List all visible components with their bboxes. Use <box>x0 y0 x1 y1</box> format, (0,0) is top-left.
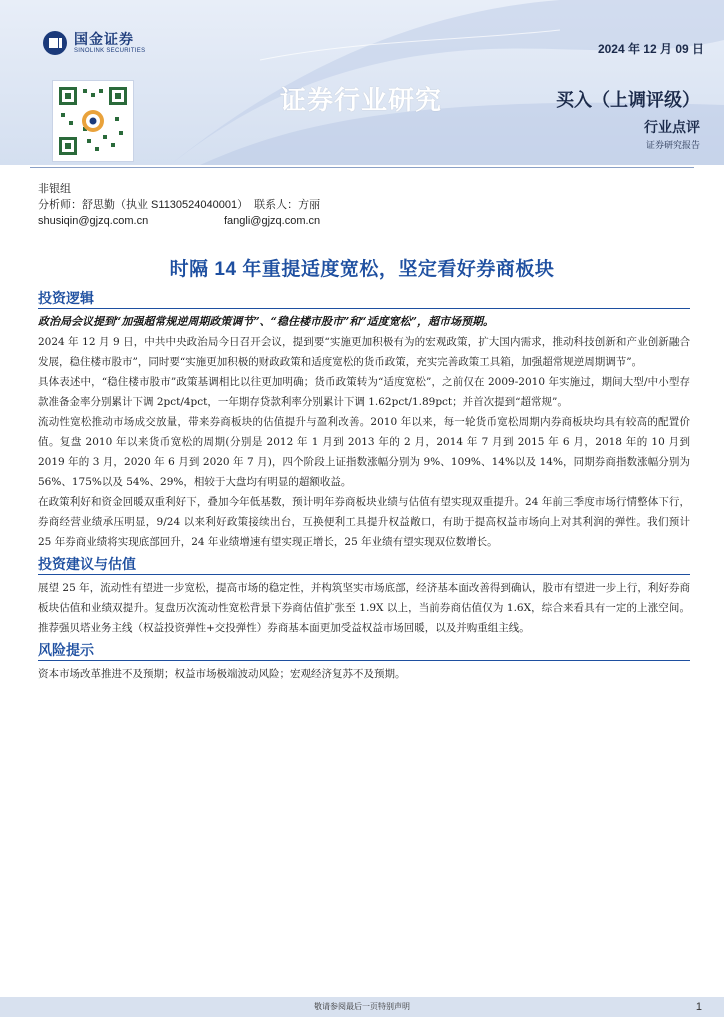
risk-paragraph: 资本市场改革推进不及预期；权益市场极端波动风险；宏观经济复苏不及预期。 <box>38 668 406 680</box>
analyst-email[interactable]: shusiqin@gjzq.com.cn <box>38 215 149 227</box>
rating-label: 买入（上调评级） <box>556 90 700 110</box>
logic-paragraph-3: 流动性宽松推动市场成交放量，带来券商板块的估值提升与盈利改善。2010 年以来，每一轮货币宽松周期内券商板块均具有较高的配置价值。复盘 2010 年以来货币宽松的周期(分别是 2012 年 1 月到 2013 年的 2 月，2014 年 7 月到 2015 年 6 月，2018 年的 10 月到 2019 年的 3 月，2020 年 6 月到 2020 年 7 月)，四个阶段上证指数涨幅分别为 9%、109%、14%以及 14%，同期券商指数涨幅分别为 56%、175%以及 54%、29%，相较于大盘均有明显的超额收益。 <box>38 416 690 488</box>
section-heading-risk: 风险提示 <box>38 640 690 661</box>
logo-en-text: SINOLINK SECURITIES <box>74 48 146 54</box>
logic-paragraph-4: 在政策利好和资金回暖双重利好下，叠加今年低基数，预计明年券商板块业绩与估值有望实现双重提升。24 年前三季度市场行情整体下行，券商经营业绩承压明显，9/24 以来利好政策接续出台，互换便利工具提升权益敞口，有助于提高权益市场向上对其利润的弹性。我们预计 25 年券商业绩将实现底部回升，24 年业绩增速有望实现正增长，25 年业绩有望实现双位数增长。 <box>38 496 690 548</box>
team-group: 非银组 <box>38 183 71 195</box>
document-type: 证券行业研究 <box>280 85 443 115</box>
logic-paragraph-1: 2024 年 12 月 9 日，中共中央政治局今日召开会议，提到要“实施更加积极有为的宏观政策，扩大国内需求，推动科技创新和产业创新融合发展，稳住楼市股市”，同时要“实施更加积极的财政政策和适度宽松的货币政策，充实完善政策工具箱，加强超常规逆周期调节”。 <box>38 336 690 368</box>
page-number: 1 <box>695 1001 702 1013</box>
report-category: 证券研究报告 <box>645 140 700 150</box>
footer-disclaimer-link[interactable]: 敬请参阅最后一页特别声明 <box>314 1002 410 1011</box>
logic-lead: 政治局会议提到“加强超常规逆周期政策调节”、“稳住楼市股市”和“适度宽松”，超市场预期。 <box>38 315 494 328</box>
section-heading-valuation: 投资建议与估值 <box>38 554 690 575</box>
report-date: 2024 年 12 月 09 日 <box>597 42 704 56</box>
company-logo <box>42 30 145 56</box>
valuation-paragraph: 展望 25 年，流动性有望进一步宽松，提高市场的稳定性，并构筑坚实市场底部，经济基本面改善得到确认，股市有望进一步上行，利好券商板块估值和业绩双提升。复盘历次流动性宽松背景下券商估值扩张至 1.9X 以上，当前券商估值仅为 1.6X，综合来看具有一定的上涨空间。推荐强贝塔业务主线（权益投资弹性+交投弹性）券商基本面更加受益权益市场回暖，以及并购重组主线。 <box>38 582 690 634</box>
report-subtype: 行业点评 <box>644 119 700 135</box>
logo-cn-text: 国金证券 <box>74 31 134 47</box>
logic-paragraph-2: 具体表述中，“稳住楼市股市”政策基调相比以往更加明确；货币政策转为“适度宽松”，之前仅在 2009-2010 年实施过，期间大型/中小型存款准备金率分别累计下调 2pct/4pct，一年期存贷款利率分别累计下调 1.62pct/1.89pct；并首次提到“超常规”。 <box>38 376 690 408</box>
header-divider <box>30 167 694 168</box>
analyst-block <box>38 181 320 229</box>
report-title: 时隔 14 年重提适度宽松，坚定看好券商板块 <box>169 259 555 280</box>
qr-code <box>52 80 134 162</box>
report-header <box>0 0 724 165</box>
analyst-name: 分析师：舒思勤（执业 S1130524040001） <box>38 199 249 211</box>
contact-name: 联系人：方丽 <box>254 199 321 211</box>
qr-code-icon <box>53 81 133 161</box>
sinolink-logo-icon <box>42 30 68 56</box>
contact-email[interactable]: fangli@gjzq.com.cn <box>224 215 321 227</box>
report-body <box>38 288 690 684</box>
section-heading-logic: 投资逻辑 <box>38 288 690 309</box>
